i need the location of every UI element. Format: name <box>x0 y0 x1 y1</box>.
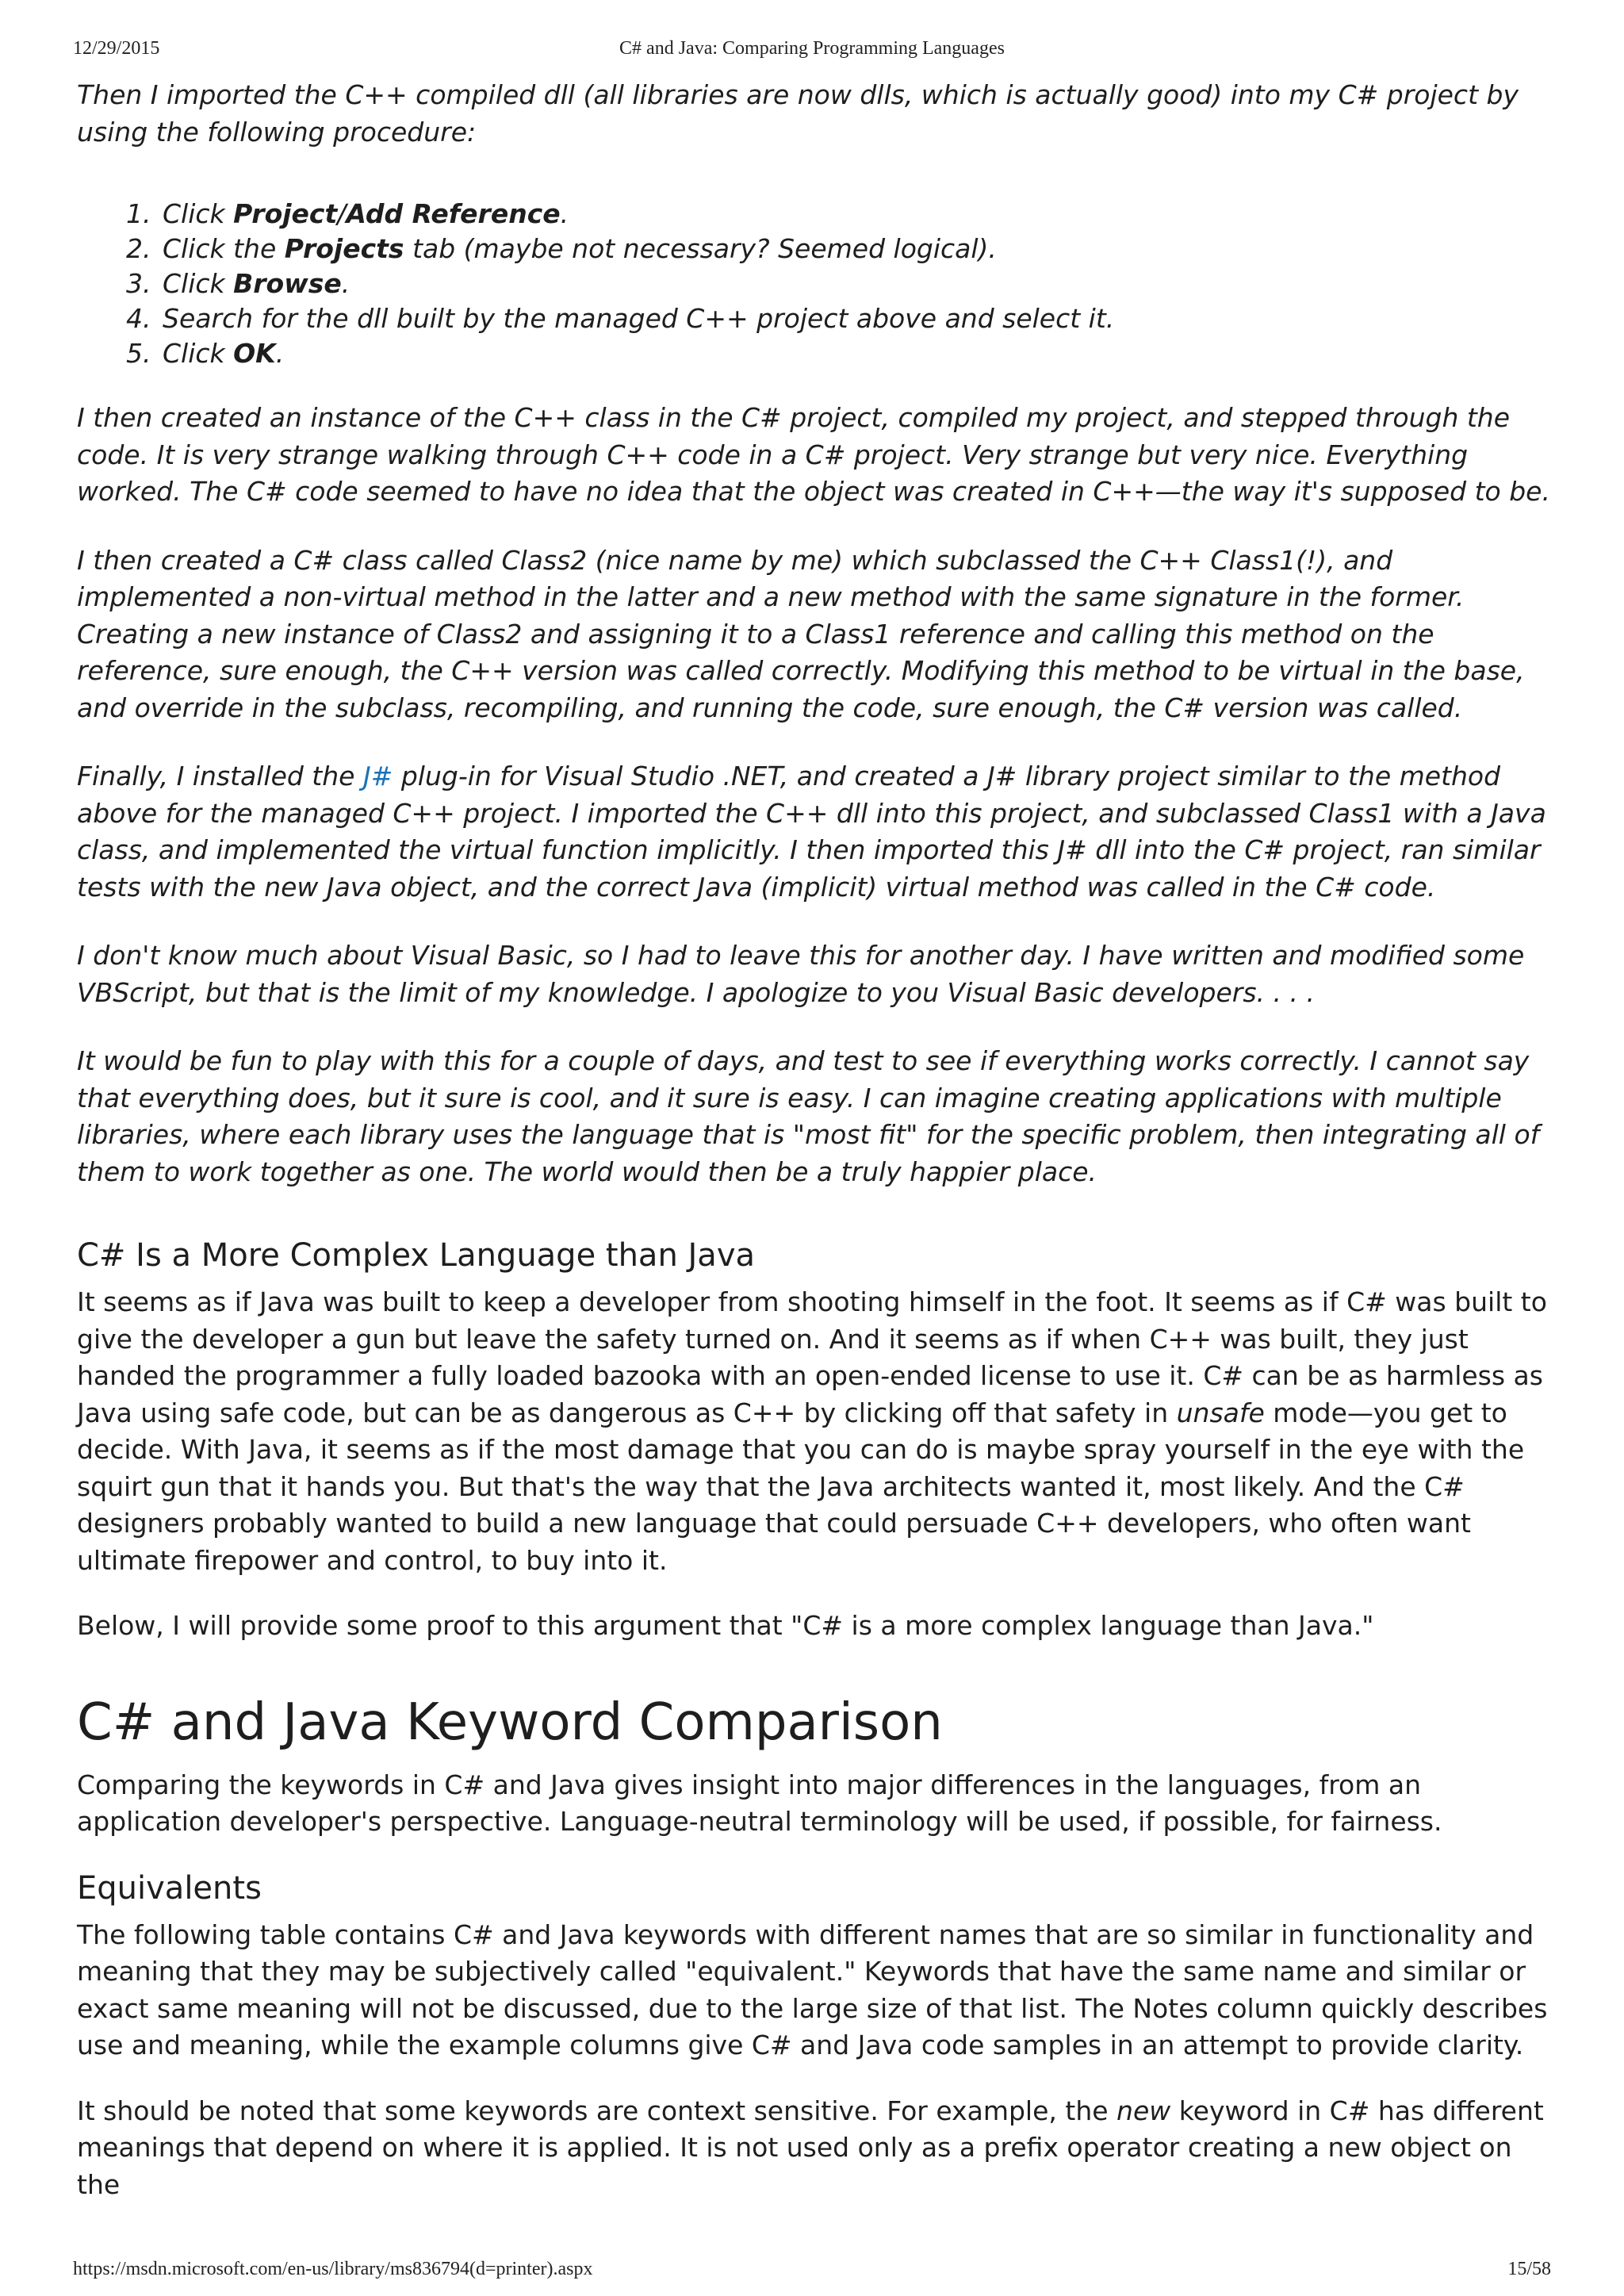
equivalents-heading: Equivalents <box>77 1869 262 1907</box>
proof-paragraph: Below, I will provide some proof to this argument that "C# is a more complex language than Java." <box>77 1610 1374 1641</box>
jsharp-paragraph: Finally, I installed the J# plug-in for Visual Studio .NET, and created a J# library project similar to the method above for the managed C++ project. I imported the C++ dll into this project, and subclassed Class1 with a Java class, and implemented the virtual function implicitly. I then imported this J# dll into the C# project, ran similar tests with the new Java object, and the correct Java (implicit) virtual method was called in the C# code. <box>77 761 1546 903</box>
list-item: 3. Click Browse. <box>159 266 1552 301</box>
conclusion-paragraph: It would be fun to play with this for a couple of days, and test to see if everything works correctly. I cannot say that everything does, but it sure is cool, and it sure is easy. I can imagine creating applications with multiple libraries, where each library uses the language that is "most fit" for the specific problem, then integrating all of them to work together as one. The world would then be a truly happier place. <box>77 1045 1540 1187</box>
page-number: 15/58 <box>1507 2259 1551 2279</box>
context-paragraph: It should be noted that some keywords are context sensitive. For example, the new keyword in C# has different meanings that depend on where it is applied. It is not used only as a prefix operator creating a new object on the <box>77 2095 1544 2200</box>
jsharp-link[interactable]: J# <box>362 761 393 792</box>
list-item: 4. Search for the dll built by the managed C++ project above and select it. <box>159 301 1552 336</box>
keyword-comparison-heading: C# and Java Keyword Comparison <box>77 1692 943 1752</box>
keyword-intro-paragraph: Comparing the keywords in C# and Java gives insight into major differences in the languages, from an application developer's perspective. Language-neutral terminology will be used, if possible, for fairness. <box>77 1769 1442 1837</box>
complexity-heading: C# Is a More Complex Language than Java <box>77 1237 755 1274</box>
page-url: https://msdn.microsoft.com/en-us/library/ms836794(d=printer).aspx <box>73 2259 593 2279</box>
equivalents-paragraph: The following table contains C# and Java keywords with different names that are so similar in functionality and meaning that they may be subjectively called "equivalent." Keywords that have the same name and similar or exact same meaning will not be discussed, due to the large size of that list. The Notes column quickly describes use and meaning, while the example columns give C# and Java code samples in an attempt to provide clarity. <box>77 1918 1548 2060</box>
print-footer <box>73 2259 1551 2284</box>
list-item: 5. Click OK. <box>159 336 1552 371</box>
print-title: C# and Java: Comparing Programming Languages <box>619 38 1005 59</box>
intro-paragraph: Then I imported the C++ compiled dll (all libraries are now dlls, which is actually good) into my C# project by using the following procedure: <box>77 79 1519 148</box>
class2-paragraph: I then created a C# class called Class2 (nice name by me) which subclassed the C++ Class1(!), and implemented a non-virtual method in the latter and a new method with the same signature in the former. Creating a new instance of Class2 and assigning it to a Class1 reference and calling this method on the reference, sure enough, the C++ version was called correctly. Modifying this method to be virtual in the base, and override in the subclass, recompiling, and running the code, sure enough, the C# version was called. <box>77 544 1525 723</box>
procedure-list <box>77 197 1552 371</box>
instance-paragraph: I then created an instance of the C++ class in the C# project, compiled my project, and stepped through the code. It is very strange walking through C++ code in a C# project. Very strange but very nice. Everything worked. The C# code seemed to have no idea that the object was created in C++—the way it's supposed to be. <box>77 402 1550 507</box>
complexity-paragraph: It seems as if Java was built to keep a developer from shooting himself in the foot. It seems as if C# was built to give the developer a gun but leave the safety turned on. And it seems as if when C++ was built, they just handed the programmer a fully loaded bazooka with an open-ended license to use it. C# can be as harmless as Java using safe code, but can be as dangerous as C++ by clicking off that safety in unsafe mode—you get to decide. With Java, it seems as if the most damage that you can do is maybe spray yourself in the eye with the squirt gun that it hands you. But that's the way that the Java architects wanted it, most likely. And the C# designers probably wanted to build a new language that could persuade C++ developers, who often want ultimate firepower and control, to buy into it. <box>77 1286 1547 1576</box>
print-date: 12/29/2015 <box>73 38 160 59</box>
list-item: 1. Click Project/Add Reference. <box>159 197 1552 232</box>
print-header <box>73 38 1551 63</box>
list-item: 2. Click the Projects tab (maybe not necessary? Seemed logical). <box>159 232 1552 266</box>
article-body <box>77 77 1552 2232</box>
visual-basic-paragraph: I don't know much about Visual Basic, so I had to leave this for another day. I have written and modified some VBScript, but that is the limit of my knowledge. I apologize to you Visual Basic developers. . . . <box>77 940 1525 1008</box>
